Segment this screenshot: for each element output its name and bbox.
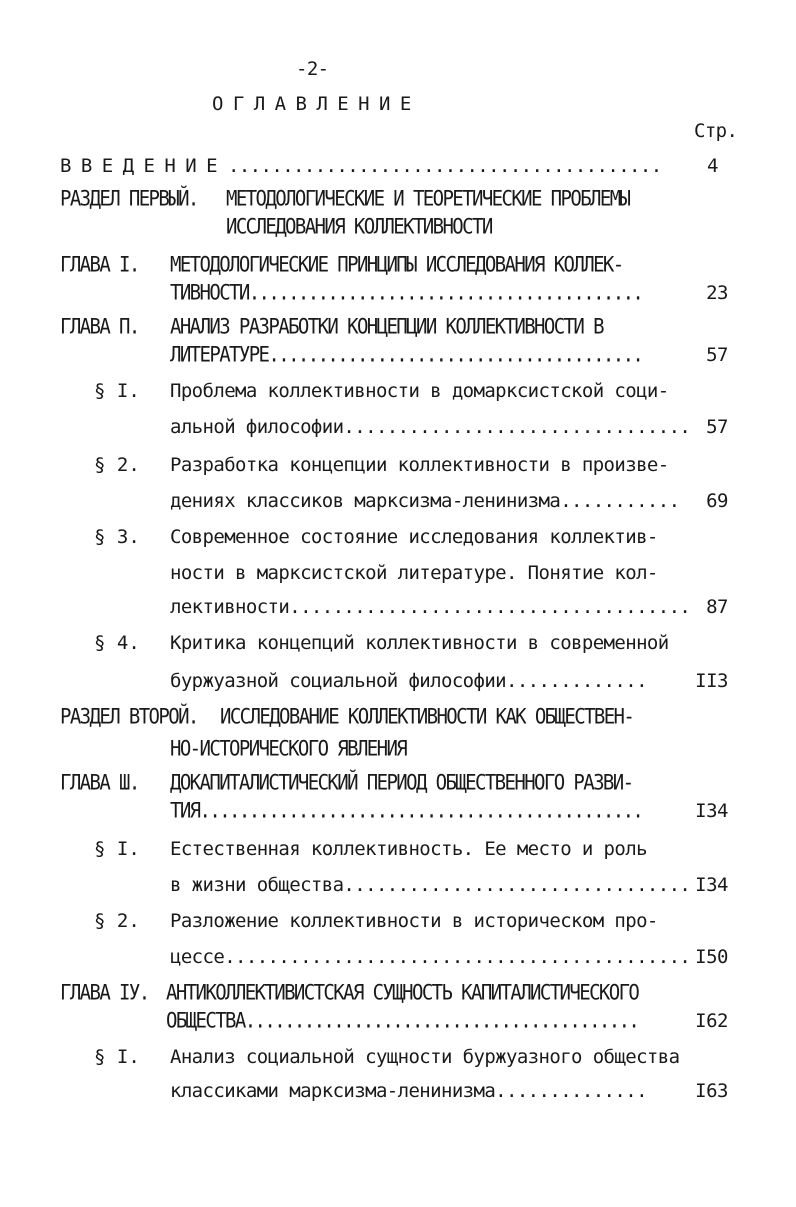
toc-entry-line: ........................................ — [228, 155, 662, 177]
toc-entry-line: дениях классиков марксизма-ленинизма........... — [170, 490, 680, 512]
page-title: О Г Л А В Л Е Н И Е — [212, 93, 412, 115]
toc-entry-line: ИССЛЕДОВАНИЯ КОЛЛЕКТИВНОСТИ — [226, 214, 492, 240]
toc-entry-label: § 2. — [94, 454, 140, 476]
toc-entry-line: ОБЩЕСТВА........................................ — [166, 1008, 639, 1034]
toc-entry-line: цессе........................................... — [170, 946, 691, 968]
toc-entry-label: ГЛАВА П. — [60, 314, 139, 340]
toc-entry-label: § I. — [94, 380, 140, 402]
toc-entry-label: § I. — [94, 838, 140, 860]
toc-entry-line: МЕТОДОЛОГИЧЕСКИЕ И ТЕОРЕТИЧЕСКИЕ ПРОБЛЕМЫ — [226, 186, 630, 212]
toc-entry-page: 57 — [706, 416, 728, 438]
toc-entry-line: в жизни общества................................ — [170, 874, 691, 896]
toc-entry-line: Проблема коллективности в домарксистской соци- — [170, 380, 669, 402]
toc-entry-line: ности в марксистской литературе. Понятие кол- — [170, 562, 658, 584]
toc-entry-line: Критика концепций коллективности в современной — [170, 632, 669, 654]
toc-entry-page: 23 — [706, 282, 728, 304]
toc-entry-line: АНТИКОЛЛЕКТИВИСТСКАЯ СУЩНОСТЬ КАПИТАЛИСТИЧЕСКОГО — [166, 980, 639, 1006]
toc-entry-label: РАЗДЕЛ ВТОРОЙ. — [60, 704, 198, 730]
toc-entry-line: Естественная коллективность. Ее место и роль — [170, 838, 647, 860]
toc-entry-page: 4 — [707, 155, 718, 177]
page-number: -2- — [296, 58, 329, 80]
toc-entry-label: § I. — [94, 1046, 140, 1068]
toc-entry-line: буржуазной социальной философии............. — [170, 670, 647, 692]
toc-entry-label: ГЛАВА Ш. — [60, 770, 139, 796]
toc-entry-label: § 3. — [94, 526, 140, 548]
toc-entry-line: классиками марксизма-ленинизма.............. — [170, 1080, 647, 1102]
toc-entry-page: 87 — [706, 596, 728, 618]
toc-entry-line: АНАЛИЗ РАЗРАБОТКИ КОНЦЕПЦИИ КОЛЛЕКТИВНОСТИ В — [170, 314, 603, 340]
toc-entry-label: ГЛАВА I. — [60, 252, 139, 278]
toc-entry-label: § 4. — [94, 632, 140, 654]
toc-entry-label: РАЗДЕЛ ПЕРВЫЙ. — [60, 186, 198, 212]
toc-entry-label: В В Е Д Е Н И Е — [60, 155, 218, 177]
toc-entry-label: ГЛАВА IУ. — [60, 980, 149, 1006]
toc-entry-line: ИССЛЕДОВАНИЕ КОЛЛЕКТИВНОСТИ КАК ОБЩЕСТВЕН- — [220, 704, 634, 730]
toc-entry-line: Современное состояние исследования коллектив- — [170, 526, 658, 548]
toc-entry-line: ТИВНОСТИ........................................ — [170, 280, 643, 306]
toc-entry-line: альной философии................................ — [170, 416, 691, 438]
toc-entry-line: Анализ социальной сущности буржуазного общества — [170, 1046, 680, 1068]
toc-entry-page: I63 — [695, 1080, 728, 1102]
toc-entry-line: ДОКАПИТАЛИСТИЧЕСКИЙ ПЕРИОД ОБЩЕСТВЕННОГО РАЗВИ- — [170, 770, 633, 796]
toc-entry-page: 69 — [706, 490, 728, 512]
toc-entry-line: Разработка концепции коллективности в произве- — [170, 454, 669, 476]
toc-entry-line: НО-ИСТОРИЧЕСКОГО ЯВЛЕНИЯ — [170, 736, 407, 762]
toc-entry-line: ТИЯ............................................. — [170, 798, 643, 824]
toc-entry-line: лективности..................................... — [170, 596, 691, 618]
toc-entry-line: МЕТОДОЛОГИЧЕСКИЕ ПРИНЦИПЫ ИССЛЕДОВАНИЯ КОЛЛЕК- — [170, 252, 623, 278]
toc-entry-page: I62 — [695, 1010, 728, 1032]
toc-entry-page: 57 — [706, 344, 728, 366]
toc-entry-line: Разложение коллективности в историческом про- — [170, 910, 658, 932]
toc-entry-page: I34 — [695, 874, 728, 896]
toc-entry-page: II3 — [695, 670, 728, 692]
page-column-label: Стр. — [694, 120, 738, 142]
toc-entry-line: ЛИТЕРАТУРЕ...................................... — [170, 342, 643, 368]
toc-entry-page: I50 — [695, 946, 728, 968]
toc-entry-page: I34 — [695, 800, 728, 822]
toc-entry-label: § 2. — [94, 910, 140, 932]
